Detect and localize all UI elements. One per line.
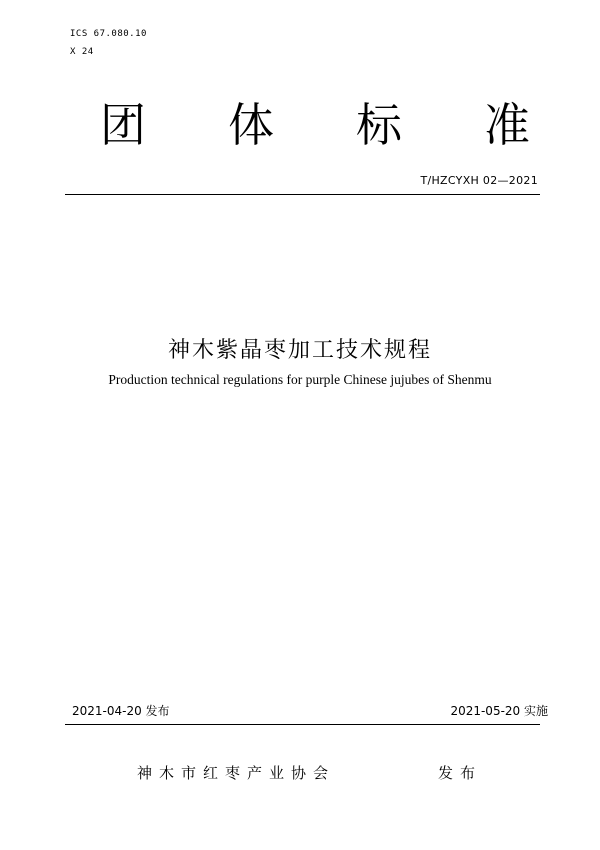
standard-type-char-2: 体 bbox=[228, 98, 274, 152]
standard-type-heading bbox=[100, 92, 530, 152]
standard-type-char-3: 标 bbox=[356, 98, 402, 152]
publish-label: 发布 bbox=[438, 764, 483, 782]
top-divider bbox=[65, 194, 540, 195]
ics-code: ICS 67.080.10 bbox=[70, 29, 147, 39]
publisher-name: 神木市红枣产业协会 bbox=[137, 764, 336, 782]
document-title-en: Production technical regulations for purple Chinese jujubes of Shenmu bbox=[108, 372, 492, 387]
bottom-divider bbox=[65, 724, 540, 725]
standard-number: T/HZCYXH 02—2021 bbox=[420, 174, 538, 187]
implementation-date: 2021-05-20 实施 bbox=[450, 704, 548, 718]
standard-type-char-1: 团 bbox=[100, 98, 146, 152]
standard-type-char-4: 准 bbox=[484, 98, 530, 152]
document-title-zh: 神木紫晶枣加工技术规程 bbox=[167, 338, 432, 363]
ccs-code: X 24 bbox=[70, 47, 94, 57]
issue-date: 2021-04-20 发布 bbox=[72, 704, 170, 718]
